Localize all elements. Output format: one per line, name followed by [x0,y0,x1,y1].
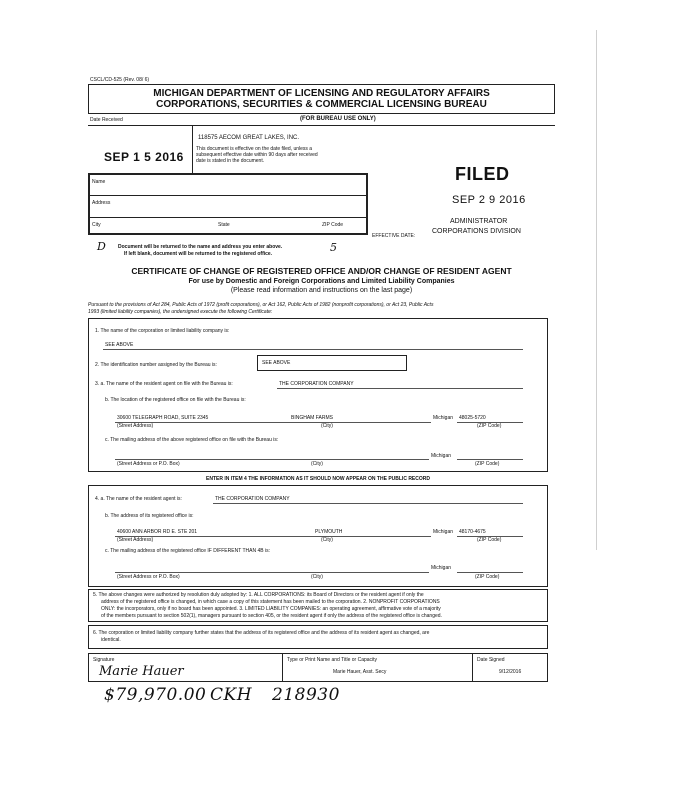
return-note-2: If left blank, document will be returned to the registered office. [124,251,273,257]
header-box [88,84,555,114]
filed-admin-1: ADMINISTRATOR [450,218,508,225]
intro-line-2: 1993 (limited liability companies), the undersigned execute the following Certificate: [88,309,273,315]
city-label: City [92,222,101,228]
effective-note-2: subsequent effective date within 90 days after received [196,152,318,158]
item2-label: 2. The identification number assigned by the Bureau is: [95,362,217,368]
certificate-subtitle-2: (Please read information and instructions on the last page) [230,287,413,294]
effective-date-label: EFFECTIVE DATE: [372,233,416,239]
state-label: State [218,222,230,228]
item3c-zip-caption: (ZIP Code) [475,461,500,467]
arrow-mark: 5 [330,241,337,254]
item4b-street[interactable]: 40600 ANN ARBOR RD E. STE 201 [117,529,198,535]
item3c-city-caption: (City) [311,461,323,467]
section-item-5 [88,589,548,622]
item3b-city[interactable]: BINGHAM FARMS [291,415,333,421]
item2-box[interactable] [257,355,407,371]
item5-line-2: address of the registered office is changed, in which case a copy of this statement has been mailed to the corporation. 2. NONPROFIT CORPORATIONS [101,599,440,605]
item4c-label: c. The mailing address of the registered office IF DIFFERENT THAN 4B is: [105,548,270,554]
certificate-subtitle-1: For use by Domestic and Foreign Corporations and Limited Liability Companies [188,278,455,285]
name-label: Name [92,179,106,185]
item2-value: SEE ABOVE [262,360,291,366]
date-signed-label: Date Signed [477,657,505,663]
item3c-label: c. The mailing address of the above registered office on file with the Bureau is: [105,437,279,443]
item4b-city[interactable]: PLYMOUTH [315,529,343,535]
item6-line-2: identical. [101,637,121,643]
received-stamp: SEP 1 5 2016 [104,150,184,164]
enter-note: ENTER IN ITEM 4 THE INFORMATION AS IT SHOULD NOW APPEAR ON THE PUBLIC RECORD [206,476,430,482]
item6-line-1: 6. The corporation or limited liability company further states that the address of its registered office and the address of its resident agent as changed, are [93,630,430,636]
item3b-zip[interactable]: 48025-5720 [459,415,486,421]
item4b-label: b. The address of its registered office is: [105,513,194,519]
section-item-4 [88,485,548,587]
header-line-1: MICHIGAN DEPARTMENT OF LICENSING AND REGULATORY AFFAIRS [153,88,490,99]
section-items-1-3 [88,318,548,472]
signature-value[interactable]: Marie Hauer [99,664,184,679]
item4a-value[interactable]: THE CORPORATION COMPANY [215,496,290,502]
header-line-2: CORPORATIONS, SECURITIES & COMMERCIAL LICENSING BUREAU [156,99,487,110]
item5-line-1: 5. The above changes were authorized by resolution duly adopted by: 1. ALL CORPORATIONS: its Board of Directors or the resident agent if only the [93,592,424,598]
bureau-use-label: (FOR BUREAU USE ONLY) [300,116,376,122]
signature-row [88,653,548,682]
date-received-label: Date Received [90,117,123,123]
item1-value[interactable]: SEE ABOVE [105,342,134,348]
entity-name: 118575 AECOM GREAT LAKES, INC. [198,135,300,141]
item3b-city-caption: (City) [321,423,333,429]
effective-note-3: date is stated in the document. [196,158,265,164]
handwritten-number: 218930 [272,685,340,705]
item4c-city-caption: (City) [311,574,323,580]
item3c-street-caption: (Street Address or P.O. Box) [117,461,180,467]
filed-admin-2: CORPORATIONS DIVISION [432,228,521,235]
item3b-label: b. The location of the registered office on file with the Bureau is: [105,397,246,403]
type-name-label: Type or Print Name and Title or Capacity [287,657,378,663]
section-item-6 [88,625,548,649]
item4c-state: Michigan [431,565,452,571]
certificate-title: CERTIFICATE OF CHANGE OF REGISTERED OFFICE AND/OR CHANGE OF RESIDENT AGENT [131,266,512,276]
signature-label: Signature [93,657,115,663]
item1-label: 1. The name of the corporation or limited liability company is: [95,328,230,334]
item3b-street-caption: (Street Address) [117,423,154,429]
corner-mark: D [97,240,106,253]
return-address-box[interactable] [88,173,368,235]
item4b-zip-caption: (ZIP Code) [477,537,502,543]
item3b-street[interactable]: 30600 TELEGRAPH ROAD, SUITE 2345 [117,415,209,421]
item4a-label: 4. a. The name of the resident agent is: [95,496,182,502]
item3c-state: Michigan [431,453,452,459]
item4b-state: Michigan [433,529,454,535]
item3a-label: 3. a. The name of the resident agent on file with the Bureau is: [95,381,233,387]
type-name-value[interactable]: Marie Hauer, Asst. Secy [333,669,387,675]
item4b-zip[interactable]: 48170-4675 [459,529,486,535]
item3b-state: Michigan [433,415,454,421]
item5-line-3: ONLY: the incorporators, only if no board has been appointed. 3. LIMITED LIABILITY COMPANIES: an operating agreement, affirmative vote of a majority [101,606,441,612]
date-signed-value[interactable]: 9/12/2016 [499,669,522,675]
item4b-street-caption: (Street Address) [117,537,154,543]
intro-line-1: Pursuant to the provisions of Act 284, Public Acts of 1972 (profit corporations), or Act 162, Public Acts of 1982 (nonprofit corporations), or Act 23, Public Acts [88,302,434,308]
handwritten-check: CKH [210,685,253,705]
scan-edge [596,30,597,550]
filed-title: FILED [455,164,510,184]
item4c-street-caption: (Street Address or P.O. Box) [117,574,180,580]
return-note-1: Document will be returned to the name and address you enter above. [118,244,283,250]
handwritten-fee: $79,970.00 [104,685,207,705]
item4c-zip-caption: (ZIP Code) [475,574,500,580]
filed-date: SEP 2 9 2016 [452,194,526,206]
item5-line-4: of the members pursuant to section 502(1), managers pursuant to section 405, or the resident agent if only the address of the registered office is changed. [101,613,442,619]
item4b-city-caption: (City) [321,537,333,543]
effective-note-1: This document is effective on the date filed, unless a [196,146,313,152]
form-id: CSCL/CD-525 (Rev. 08/ 6) [90,77,150,83]
address-label: Address [92,200,111,206]
zip-label: ZIP Code [322,222,344,228]
item3b-zip-caption: (ZIP Code) [477,423,502,429]
item3a-value[interactable]: THE CORPORATION COMPANY [279,381,354,387]
